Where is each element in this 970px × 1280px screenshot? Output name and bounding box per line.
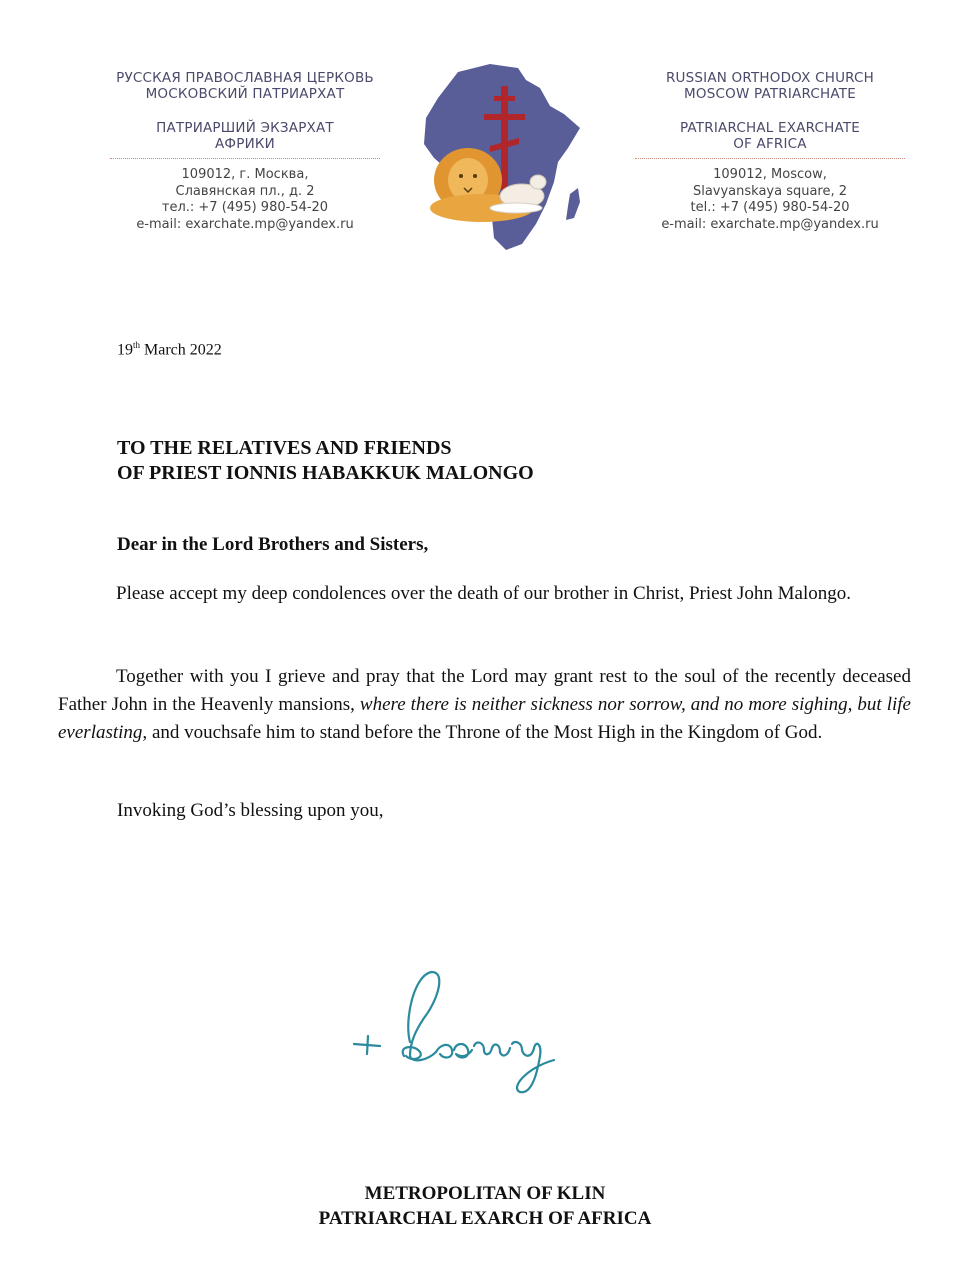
patriarchate-en: MOSCOW PATRIARCHATE <box>684 86 856 102</box>
email-ru: e-mail: exarchate.mp@yandex.ru <box>136 216 354 232</box>
church-name-ru: РУССКАЯ ПРАВОСЛАВНАЯ ЦЕРКОВЬ <box>116 70 374 86</box>
phone-en: tel.: +7 (495) 980-54-20 <box>690 200 850 215</box>
salutation: Dear in the Lord Brothers and Sisters, <box>117 534 429 555</box>
letterhead-left <box>100 70 390 233</box>
body-paragraph-1: Please accept my deep condolences over the death of our brother in Christ, Priest John Malongo. <box>116 583 851 604</box>
address-ru-line2: Славянская пл., д. 2 <box>175 183 315 199</box>
paragraph2-quote: where there is neither sickness nor sorrow, and no more sighing, but life everlasting, <box>58 694 911 743</box>
address-en-line1: 109012, Moscow, <box>713 167 827 182</box>
address-ru-line1: 109012, г. Москва, <box>181 167 309 182</box>
exarchate-logo <box>418 58 586 254</box>
exarchate-ru-line1: ПАТРИАРШИЙ ЭКЗАРХАТ <box>156 120 334 136</box>
church-name-en: RUSSIAN ORTHODOX CHURCH <box>665 70 875 86</box>
address-en-line2: Slavyanskaya square, 2 <box>692 183 848 199</box>
body-paragraph-2 <box>58 663 911 747</box>
date-suffix: th <box>133 340 141 350</box>
recipient-line1: TO THE RELATIVES AND FRIENDS <box>117 437 452 459</box>
signatory-title-2: PATRIARCHAL EXARCH OF AFRICA <box>318 1208 652 1229</box>
exarchate-en-line1: PATRIARCHAL EXARCHATE <box>679 120 861 136</box>
paragraph2-end: and vouchsafe him to stand before the Throne of the Most High in the Kingdom of God. <box>147 722 823 743</box>
date-day: 19 <box>117 341 133 359</box>
date-month-year: March 2022 <box>140 341 222 359</box>
phone-ru: тел.: +7 (495) 980-54-20 <box>161 200 329 215</box>
letterhead-right <box>625 70 915 233</box>
header-divider <box>635 158 905 159</box>
closing-line: Invoking God’s blessing upon you, <box>117 800 384 821</box>
recipient-block <box>117 436 534 486</box>
exarchate-ru-line2: АФРИКИ <box>215 136 275 152</box>
letter-date <box>117 340 222 359</box>
signatory-title-1: METROPOLITAN OF KLIN <box>364 1183 606 1204</box>
madagascar-icon <box>566 188 580 220</box>
email-en: e-mail: exarchate.mp@yandex.ru <box>661 216 879 232</box>
handwritten-signature <box>350 960 590 1100</box>
exarchate-en-line2: OF AFRICA <box>733 136 807 152</box>
patriarchate-ru: МОСКОВСКИЙ ПАТРИАРХАТ <box>145 86 345 102</box>
recipient-line2: OF PRIEST IONNIS HABAKKUK MALONGO <box>117 462 534 484</box>
header-divider <box>110 158 380 159</box>
paragraph2-start: Together with you I grieve and pray that the Lord may grant rest to the soul of the recently deceased Father John in the Heavenly mansions, <box>58 666 911 715</box>
